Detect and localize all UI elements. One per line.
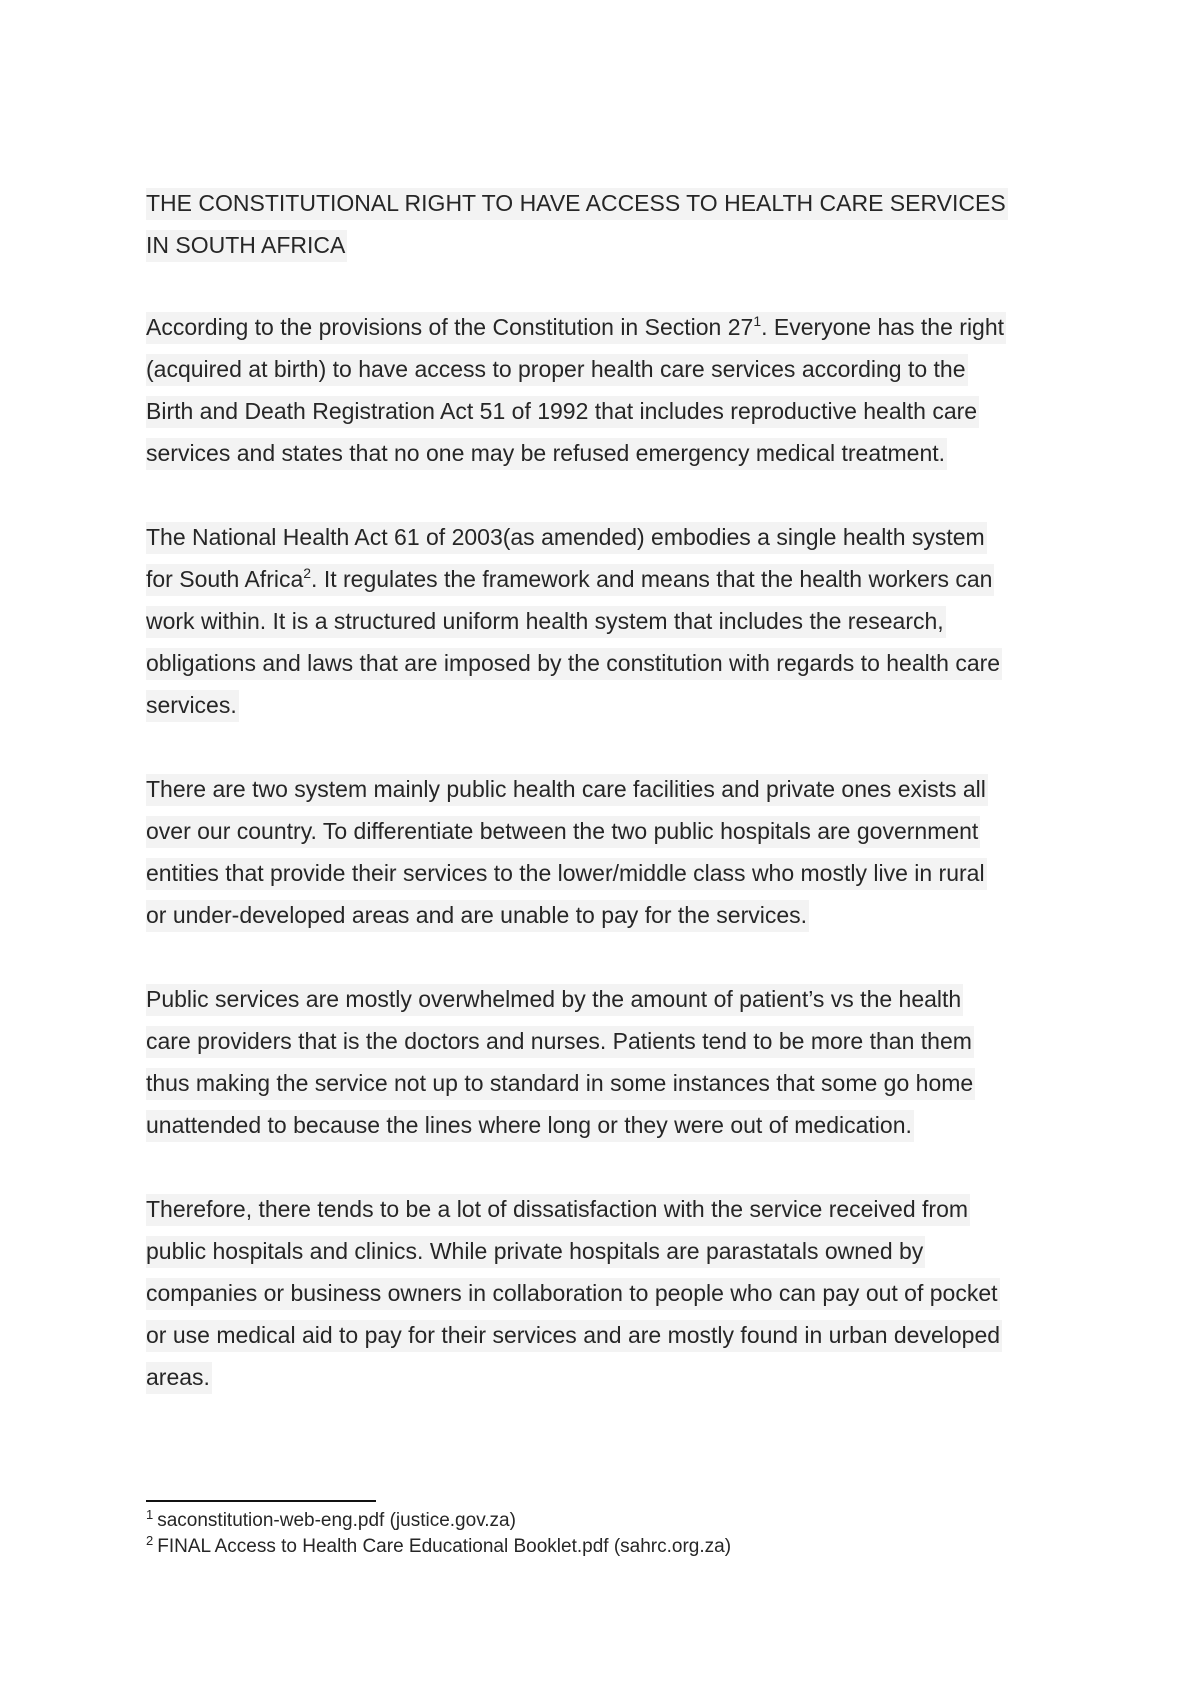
paragraph-line: work within. It is a structured uniform health system that includes the research, [146,600,1076,642]
footnote-2 [146,1534,1046,1560]
paragraph-line: The National Health Act 61 of 2003(as amended) embodies a single health system [146,516,1076,558]
paragraph-line: care providers that is the doctors and nurses. Patients tend to be more than them [146,1020,1076,1062]
paragraph-line: public hospitals and clinics. While private hospitals are parastatals owned by [146,1230,1076,1272]
footnote-marker: 2 [146,1533,154,1548]
paragraph-line [146,558,1076,600]
paragraph-line: companies or business owners in collaboration to people who can pay out of pocket [146,1272,1076,1314]
line-text: . It regulates the framework and means that the health workers can [311,566,993,592]
footnote-link[interactable]: saconstitution-web-eng.pdf (justice.gov.za) [157,1510,516,1531]
paragraph-two-systems [146,768,1076,936]
paragraph-line: or use medical aid to pay for their services and are mostly found in urban developed [146,1314,1076,1356]
paragraph-national-health-act [146,516,1076,726]
footnote-marker: 1 [146,1507,154,1522]
paragraph-line: services. [146,684,1076,726]
footnote-1 [146,1508,1046,1534]
paragraph-line: or under-developed areas and are unable to pay for the services. [146,894,1076,936]
paragraph-line: Therefore, there tends to be a lot of dissatisfaction with the service received from [146,1188,1076,1230]
paragraph-line: over our country. To differentiate between the two public hospitals are government [146,810,1076,852]
document-body [146,182,1076,1440]
footnote-ref-2[interactable]: 2 [303,565,312,581]
footnote-ref-1[interactable]: 1 [753,313,762,329]
paragraph-dissatisfaction [146,1188,1076,1398]
paragraph-line: obligations and laws that are imposed by the constitution with regards to health care [146,642,1076,684]
title-line: IN SOUTH AFRICA [146,224,1076,266]
line-text: for South Africa [146,566,304,592]
document-title [146,182,1076,266]
title-line: THE CONSTITUTIONAL RIGHT TO HAVE ACCESS TO HEALTH CARE SERVICES [146,182,1076,224]
paragraph-constitution [146,306,1076,474]
line-text: . Everyone has the right [761,314,1005,340]
line-text: According to the provisions of the Constitution in Section 27 [146,314,754,340]
paragraph-line: Public services are mostly overwhelmed by the amount of patient’s vs the health [146,978,1076,1020]
paragraph-line: entities that provide their services to the lower/middle class who mostly live in rural [146,852,1076,894]
footnote-separator [146,1500,376,1502]
paragraph-line: Birth and Death Registration Act 51 of 1992 that includes reproductive health care [146,390,1076,432]
paragraph-line: There are two system mainly public health care facilities and private ones exists all [146,768,1076,810]
paragraph-line: thus making the service not up to standard in some instances that some go home [146,1062,1076,1104]
paragraph-line: (acquired at birth) to have access to proper health care services according to the [146,348,1076,390]
paragraph-line [146,306,1076,348]
paragraph-public-services [146,978,1076,1146]
footnote-link[interactable]: FINAL Access to Health Care Educational Booklet.pdf (sahrc.org.za) [157,1536,732,1557]
footnotes [146,1500,1046,1560]
paragraph-line: services and states that no one may be refused emergency medical treatment. [146,432,1076,474]
paragraph-line: areas. [146,1356,1076,1398]
paragraph-line: unattended to because the lines where long or they were out of medication. [146,1104,1076,1146]
